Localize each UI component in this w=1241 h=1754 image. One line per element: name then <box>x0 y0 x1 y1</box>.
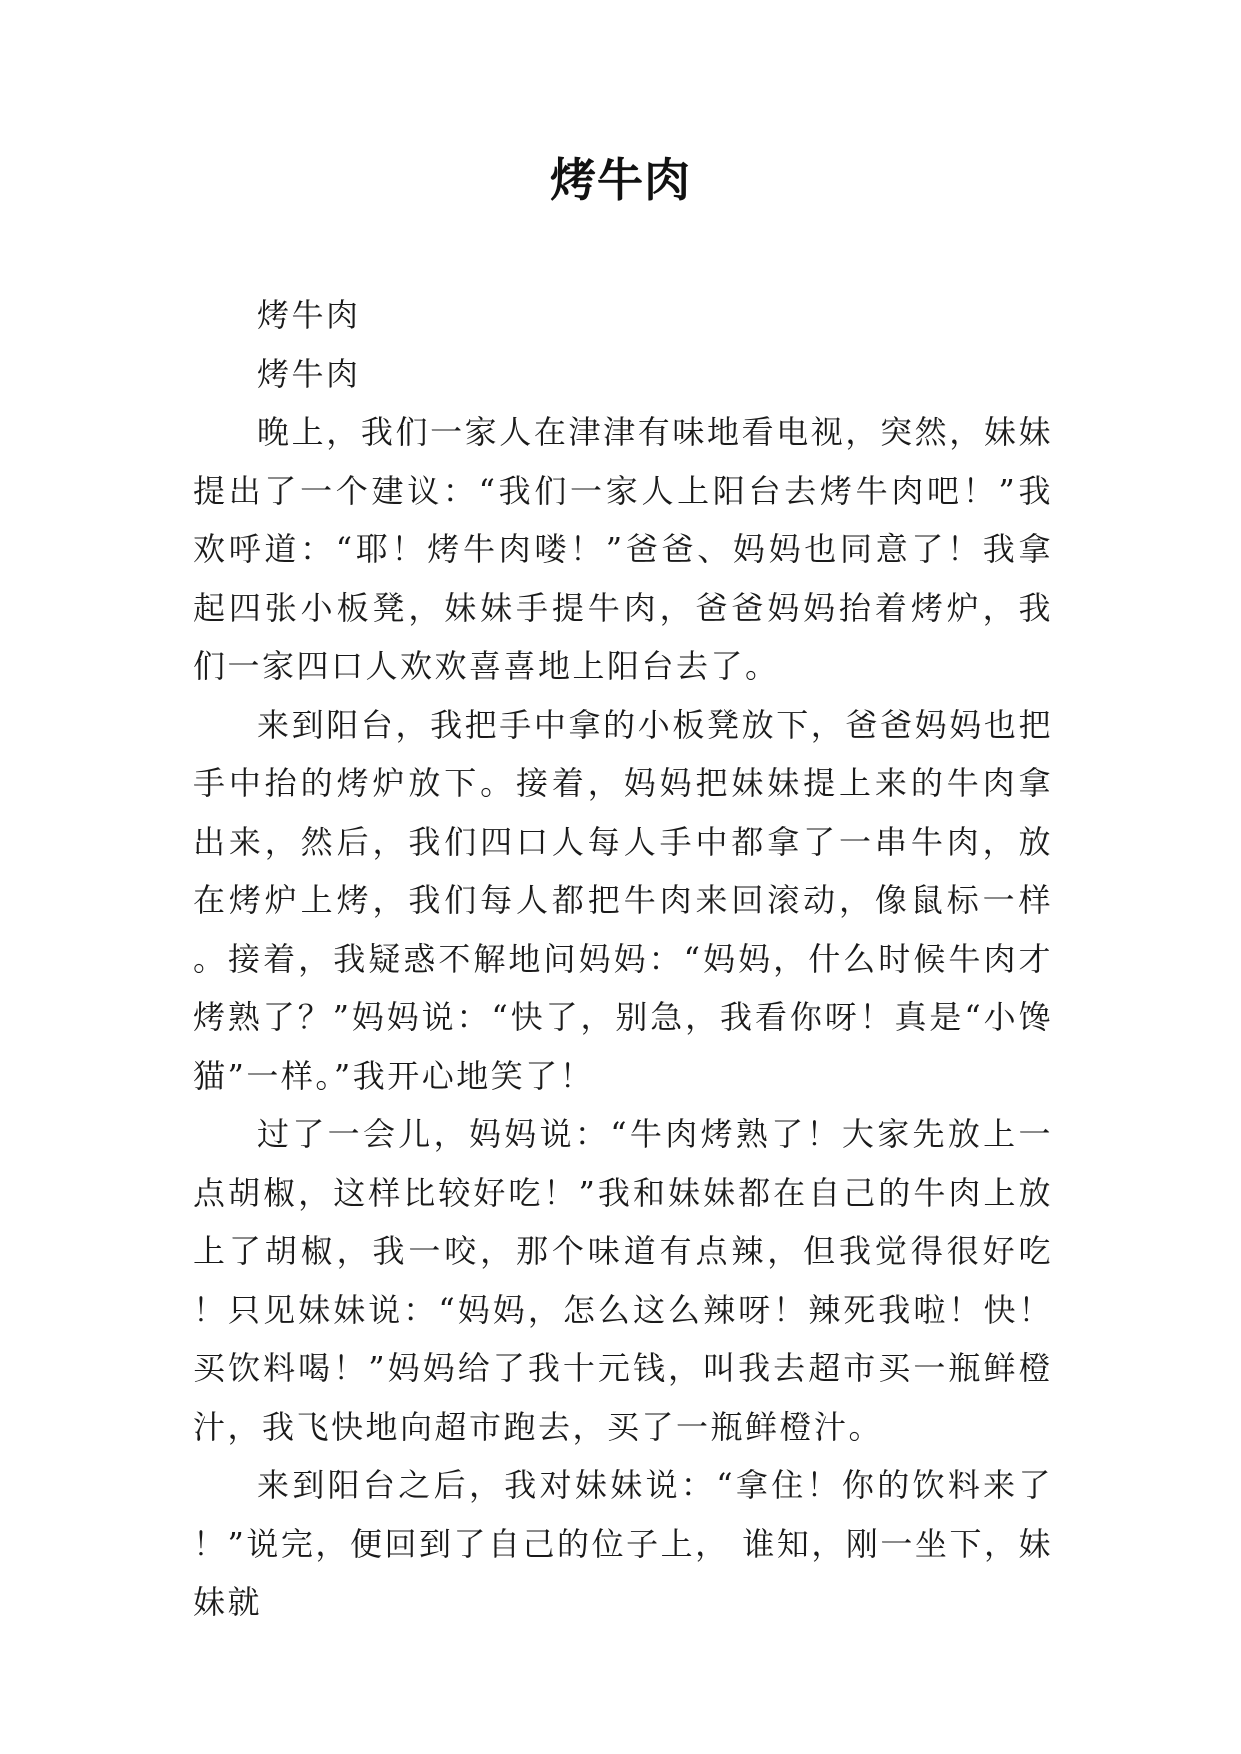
paragraph-subtitle: 烤牛肉 <box>257 296 361 334</box>
paragraph: 来到阳台之后，我对妹妹说：“拿住！你的饮料来了！”说完，便回到了自己的位子上， 谁知，刚一坐下，妹妹就 <box>193 1466 1053 1621</box>
paragraph: 晚上，我们一家人在津津有味地看电视，突然，妹妹提出了一个建议：“我们一家人上阳台去烤牛肉吧！”我欢呼道：“耶！烤牛肉喽！”爸爸、妈妈也同意了！我拿起四张小板凳，妹妹手提牛肉，爸爸妈妈抬着烤炉，我们一家四口人欢欢喜喜地上阳台去了。 <box>193 413 1053 685</box>
paragraph: 来到阳台，我把手中拿的小板凳放下，爸爸妈妈也把手中抬的烤炉放下。接着，妈妈把妹妹提上来的牛肉拿出来，然后，我们四口人每人手中都拿了一串牛肉，放在烤炉上烤，我们每人都把牛肉来回滚动，像鼠标一样。接着，我疑惑不解地问妈妈：“妈妈，什么时候牛肉才烤熟了？”妈妈说：“快了，别急，我看你呀！真是“小馋猫”一样。”我开心地笑了！ <box>193 705 1053 1095</box>
paragraph-subtitle-repeat: 烤牛肉 <box>257 354 361 393</box>
document-title: 烤牛肉 <box>550 153 691 207</box>
document-body <box>193 286 1053 1632</box>
paragraph: 过了一会儿，妈妈说：“牛肉烤熟了！大家先放上一点胡椒，这样比较好吃！”我和妹妹都在自己的牛肉上放上了胡椒，我一咬，那个味道有点辣，但我觉得很好吃！只见妹妹说：“妈妈，怎么这么辣呀！辣死我啦！快！买饮料喝！”妈妈给了我十元钱，叫我去超市买一瓶鲜橙汁，我飞快地向超市跑去，买了一瓶鲜橙汁。 <box>193 1115 1053 1446</box>
